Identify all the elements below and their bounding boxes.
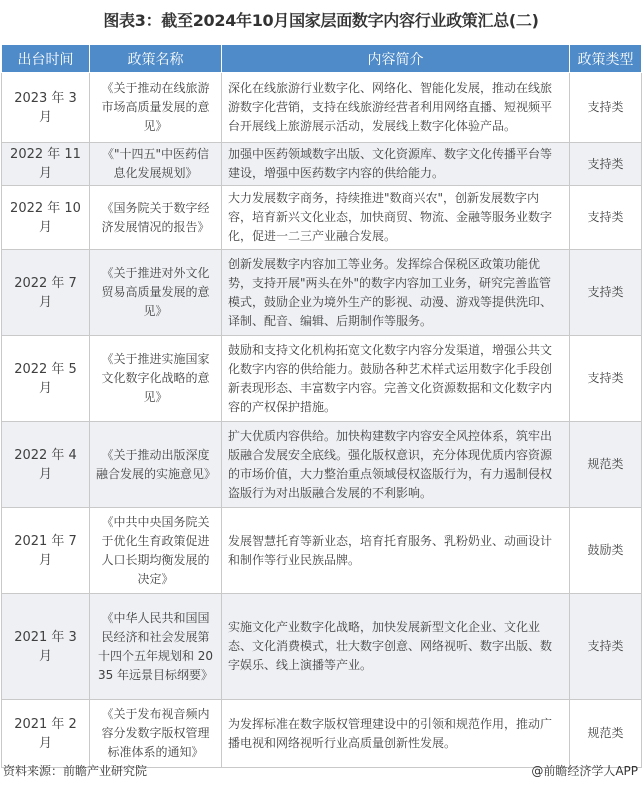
policy-date: 2022 年 11 月 <box>2 143 90 186</box>
column-header-date: 出台时间 <box>2 45 90 73</box>
policy-type: 支持类 <box>570 336 642 422</box>
policy-name: 《"十四五"中医药信息化发展规划》 <box>90 143 222 186</box>
policy-name: 《中华人民共和国国民经济和社会发展第十四个五年规划和 2035 年远景目标纲要》 <box>90 594 222 700</box>
policy-table <box>1 44 642 768</box>
table-row <box>2 594 642 700</box>
column-header-name: 政策名称 <box>90 45 222 73</box>
table-row <box>2 336 642 422</box>
policy-name: 《关于推动在线旅游市场高质量发展的意见》 <box>90 73 222 143</box>
table-header-row <box>2 45 642 73</box>
policy-name: 《关于发布视音频内容分发数字版权管理标准体系的通知》 <box>90 700 222 768</box>
policy-type: 规范类 <box>570 700 642 768</box>
policy-description: 创新发展数字内容加工等业务。发挥综合保税区政策功能优势，支持开展"两头在外"的数字内容加工业务，研究完善监管模式，鼓励企业为境外生产的影视、动漫、游戏等提供洗印、译制、配音、编辑、后期制作等服务。 <box>222 250 570 336</box>
table-row <box>2 143 642 186</box>
table-row <box>2 508 642 594</box>
table-row <box>2 73 642 143</box>
policy-description: 扩大优质内容供给。加快构建数字内容安全风控体系，筑牢出版融合发展安全底线。强化版权意识，充分体现优质内容资源的市场价值，大力整治重点领域侵权盗版行为，有力遏制侵权盗版行为对出版融合发展的不利影响。 <box>222 422 570 508</box>
policy-description: 大力发展数字商务，持续推进"数商兴农"，创新发展数字内容，培育新兴文化业态，加快商贸、物流、金融等服务业数字化，促进一二三产业融合发展。 <box>222 186 570 250</box>
policy-description: 实施文化产业数字化战略，加快发展新型文化企业、文化业态、文化消费模式，壮大数字创意、网络视听、数字出版、数字娱乐、线上演播等产业。 <box>222 594 570 700</box>
policy-type: 支持类 <box>570 186 642 250</box>
table-row <box>2 700 642 768</box>
table-row <box>2 186 642 250</box>
policy-description: 发展智慧托育等新业态，培育托育服务、乳粉奶业、动画设计和制作等行业民族品牌。 <box>222 508 570 594</box>
policy-description: 鼓励和支持文化机构拓宽文化数字内容分发渠道，增强公共文化数字内容的供给能力。鼓励各种艺术样式运用数字化手段创新表现形态、丰富数字内容。完善文化资源数据和文化数字内容的产权保护措施。 <box>222 336 570 422</box>
policy-date: 2021 年 2 月 <box>2 700 90 768</box>
policy-name: 《关于推动出版深度融合发展的实施意见》 <box>90 422 222 508</box>
policy-type: 规范类 <box>570 422 642 508</box>
policy-date: 2021 年 7 月 <box>2 508 90 594</box>
policy-name: 《中共中央国务院关于优化生育政策促进人口长期均衡发展的决定》 <box>90 508 222 594</box>
policy-type: 支持类 <box>570 250 642 336</box>
policy-type: 支持类 <box>570 594 642 700</box>
policy-name: 《关于推进实施国家文化数字化战略的意见》 <box>90 336 222 422</box>
source-note: 资料来源：前瞻产业研究院 <box>3 764 148 778</box>
policy-date: 2023 年 3 月 <box>2 73 90 143</box>
policy-date: 2021 年 3 月 <box>2 594 90 700</box>
column-header-type: 政策类型 <box>570 45 642 73</box>
policy-description: 为发挥标准在数字版权管理建设中的引领和规范作用，推动广播电视和网络视听行业高质量创新性发展。 <box>222 700 570 768</box>
table-row <box>2 422 642 508</box>
policy-name: 《国务院关于数字经济发展情况的报告》 <box>90 186 222 250</box>
policy-type: 鼓励类 <box>570 508 642 594</box>
policy-description: 深化在线旅游行业数字化、网络化、智能化发展，推动在线旅游数字化营销，支持在线旅游经营者利用网络直播、短视频平台开展线上旅游展示活动，发展线上数字化体验产品。 <box>222 73 570 143</box>
policy-type: 支持类 <box>570 143 642 186</box>
table-row <box>2 250 642 336</box>
policy-date: 2022 年 7 月 <box>2 250 90 336</box>
policy-description: 加强中医药领域数字出版、文化资源库、数字文化传播平台等建设，增强中医药数字内容的供给能力。 <box>222 143 570 186</box>
brand-credit: @前瞻经济学人APP <box>531 764 638 778</box>
policy-date: 2022 年 4 月 <box>2 422 90 508</box>
page-title: 图表3：截至2024年10月国家层面数字内容行业政策汇总(二) <box>103 11 539 30</box>
policy-date: 2022 年 10 月 <box>2 186 90 250</box>
policy-date: 2022 年 5 月 <box>2 336 90 422</box>
policy-name: 《关于推进对外文化贸易高质量发展的意见》 <box>90 250 222 336</box>
policy-type: 支持类 <box>570 73 642 143</box>
column-header-desc: 内容简介 <box>222 45 570 73</box>
